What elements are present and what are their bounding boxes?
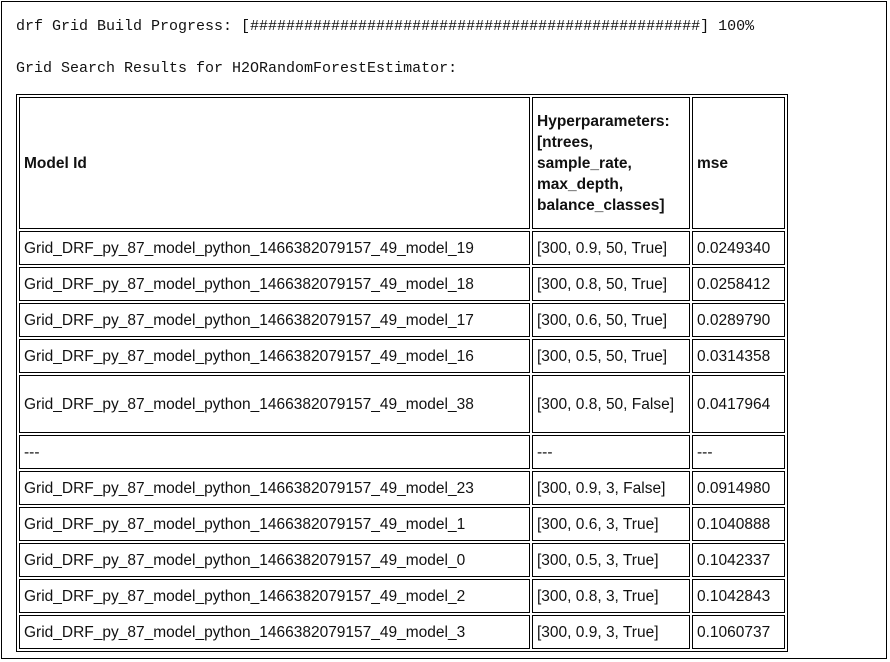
table-row-ellipsis bbox=[19, 435, 785, 469]
cell-mse: 0.0314358 bbox=[692, 339, 785, 373]
table-row bbox=[19, 375, 785, 433]
cell-hyperparameters: --- bbox=[532, 435, 690, 469]
results-caption: Grid Search Results for H2ORandomForestEstimator: bbox=[16, 60, 458, 77]
table-row bbox=[19, 579, 785, 613]
cell-mse: 0.0417964 bbox=[692, 375, 785, 433]
cell-hyperparameters: [300, 0.8, 50, True] bbox=[532, 267, 690, 301]
cell-model-id: Grid_DRF_py_87_model_python_1466382079157_49_model_18 bbox=[19, 267, 530, 301]
cell-mse: 0.1042843 bbox=[692, 579, 785, 613]
output-frame bbox=[1, 1, 887, 659]
cell-mse: 0.0249340 bbox=[692, 231, 785, 265]
grid-results-table bbox=[16, 94, 788, 652]
table-header-row bbox=[19, 97, 785, 229]
cell-model-id: Grid_DRF_py_87_model_python_1466382079157_49_model_16 bbox=[19, 339, 530, 373]
cell-model-id: Grid_DRF_py_87_model_python_1466382079157_49_model_0 bbox=[19, 543, 530, 577]
table-row bbox=[19, 303, 785, 337]
cell-model-id: Grid_DRF_py_87_model_python_1466382079157_49_model_3 bbox=[19, 615, 530, 649]
cell-mse: 0.1040888 bbox=[692, 507, 785, 541]
table-row bbox=[19, 471, 785, 505]
cell-model-id: Grid_DRF_py_87_model_python_1466382079157_49_model_23 bbox=[19, 471, 530, 505]
table-row bbox=[19, 339, 785, 373]
cell-mse: 0.0289790 bbox=[692, 303, 785, 337]
cell-mse: --- bbox=[692, 435, 785, 469]
cell-model-id: Grid_DRF_py_87_model_python_1466382079157_49_model_1 bbox=[19, 507, 530, 541]
cell-model-id: --- bbox=[19, 435, 530, 469]
table-row bbox=[19, 231, 785, 265]
cell-hyperparameters: [300, 0.5, 3, True] bbox=[532, 543, 690, 577]
cell-hyperparameters: [300, 0.8, 50, False] bbox=[532, 375, 690, 433]
cell-hyperparameters: [300, 0.6, 50, True] bbox=[532, 303, 690, 337]
cell-model-id: Grid_DRF_py_87_model_python_1466382079157_49_model_38 bbox=[19, 375, 530, 433]
cell-hyperparameters: [300, 0.8, 3, True] bbox=[532, 579, 690, 613]
header-model-id: Model Id bbox=[19, 97, 530, 229]
cell-mse: 0.1060737 bbox=[692, 615, 785, 649]
cell-model-id: Grid_DRF_py_87_model_python_1466382079157_49_model_17 bbox=[19, 303, 530, 337]
cell-hyperparameters: [300, 0.9, 3, True] bbox=[532, 615, 690, 649]
table-row bbox=[19, 507, 785, 541]
table-row bbox=[19, 615, 785, 649]
cell-mse: 0.1042337 bbox=[692, 543, 785, 577]
cell-hyperparameters: [300, 0.6, 3, True] bbox=[532, 507, 690, 541]
cell-hyperparameters: [300, 0.5, 50, True] bbox=[532, 339, 690, 373]
cell-mse: 0.0258412 bbox=[692, 267, 785, 301]
grid-build-progress: drf Grid Build Progress: [##################################################] 100% bbox=[16, 18, 755, 35]
header-hyperparameters: Hyperparameters: [ntrees, sample_rate, max_depth, balance_classes] bbox=[532, 97, 690, 229]
header-mse: mse bbox=[692, 97, 785, 229]
table-row bbox=[19, 543, 785, 577]
cell-model-id: Grid_DRF_py_87_model_python_1466382079157_49_model_19 bbox=[19, 231, 530, 265]
cell-hyperparameters: [300, 0.9, 3, False] bbox=[532, 471, 690, 505]
cell-mse: 0.0914980 bbox=[692, 471, 785, 505]
cell-model-id: Grid_DRF_py_87_model_python_1466382079157_49_model_2 bbox=[19, 579, 530, 613]
cell-hyperparameters: [300, 0.9, 50, True] bbox=[532, 231, 690, 265]
table-row bbox=[19, 267, 785, 301]
